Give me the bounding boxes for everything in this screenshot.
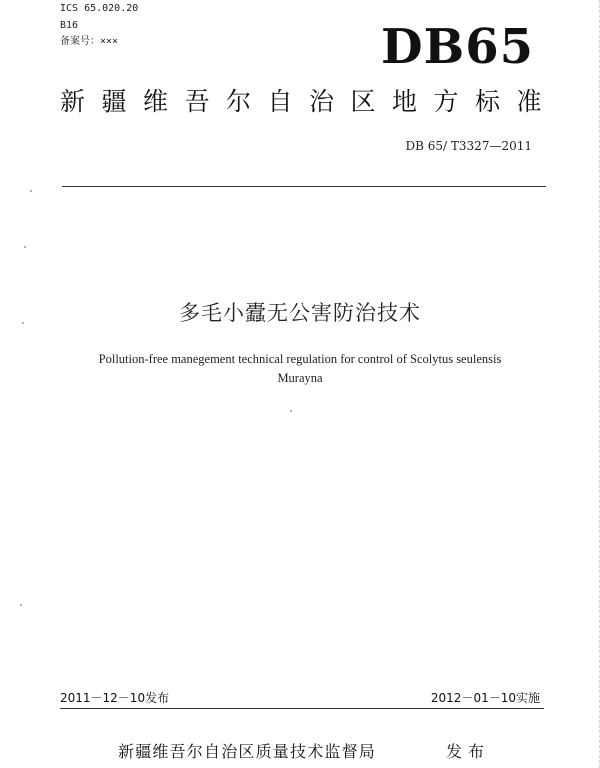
title-english (40, 350, 560, 388)
standard-number: DB 65/ T3327—2011 (405, 139, 532, 153)
publisher: 新疆维吾尔自治区质量技术监督局 (118, 742, 377, 761)
issue-date: 2011－12－10发布 (60, 691, 170, 705)
title-english-line1: Pollution-free manegement technical regulation for control of Scolytus seulensis (98, 352, 502, 366)
scan-speck (290, 410, 292, 412)
publish-label: 发布 (446, 742, 491, 761)
scan-speck (24, 246, 26, 248)
record-number: 备案号：××× (60, 36, 119, 47)
ccs-code: B16 (60, 20, 79, 31)
bottom-divider (60, 708, 544, 709)
ics-code: ICS 65.020.20 (60, 3, 139, 14)
scan-speck (30, 190, 32, 192)
title-english-line2: Murayna (277, 371, 323, 385)
title-chinese: 多毛小蠹无公害防治技术 (179, 301, 421, 325)
implementation-date: 2012－01－10实施 (430, 691, 540, 705)
scan-speck (22, 322, 24, 324)
scan-speck (20, 604, 22, 606)
standard-code: DB65 (381, 19, 534, 75)
top-divider (62, 186, 546, 187)
standard-classification: 新疆维吾尔自治区地方标准 (60, 87, 559, 116)
